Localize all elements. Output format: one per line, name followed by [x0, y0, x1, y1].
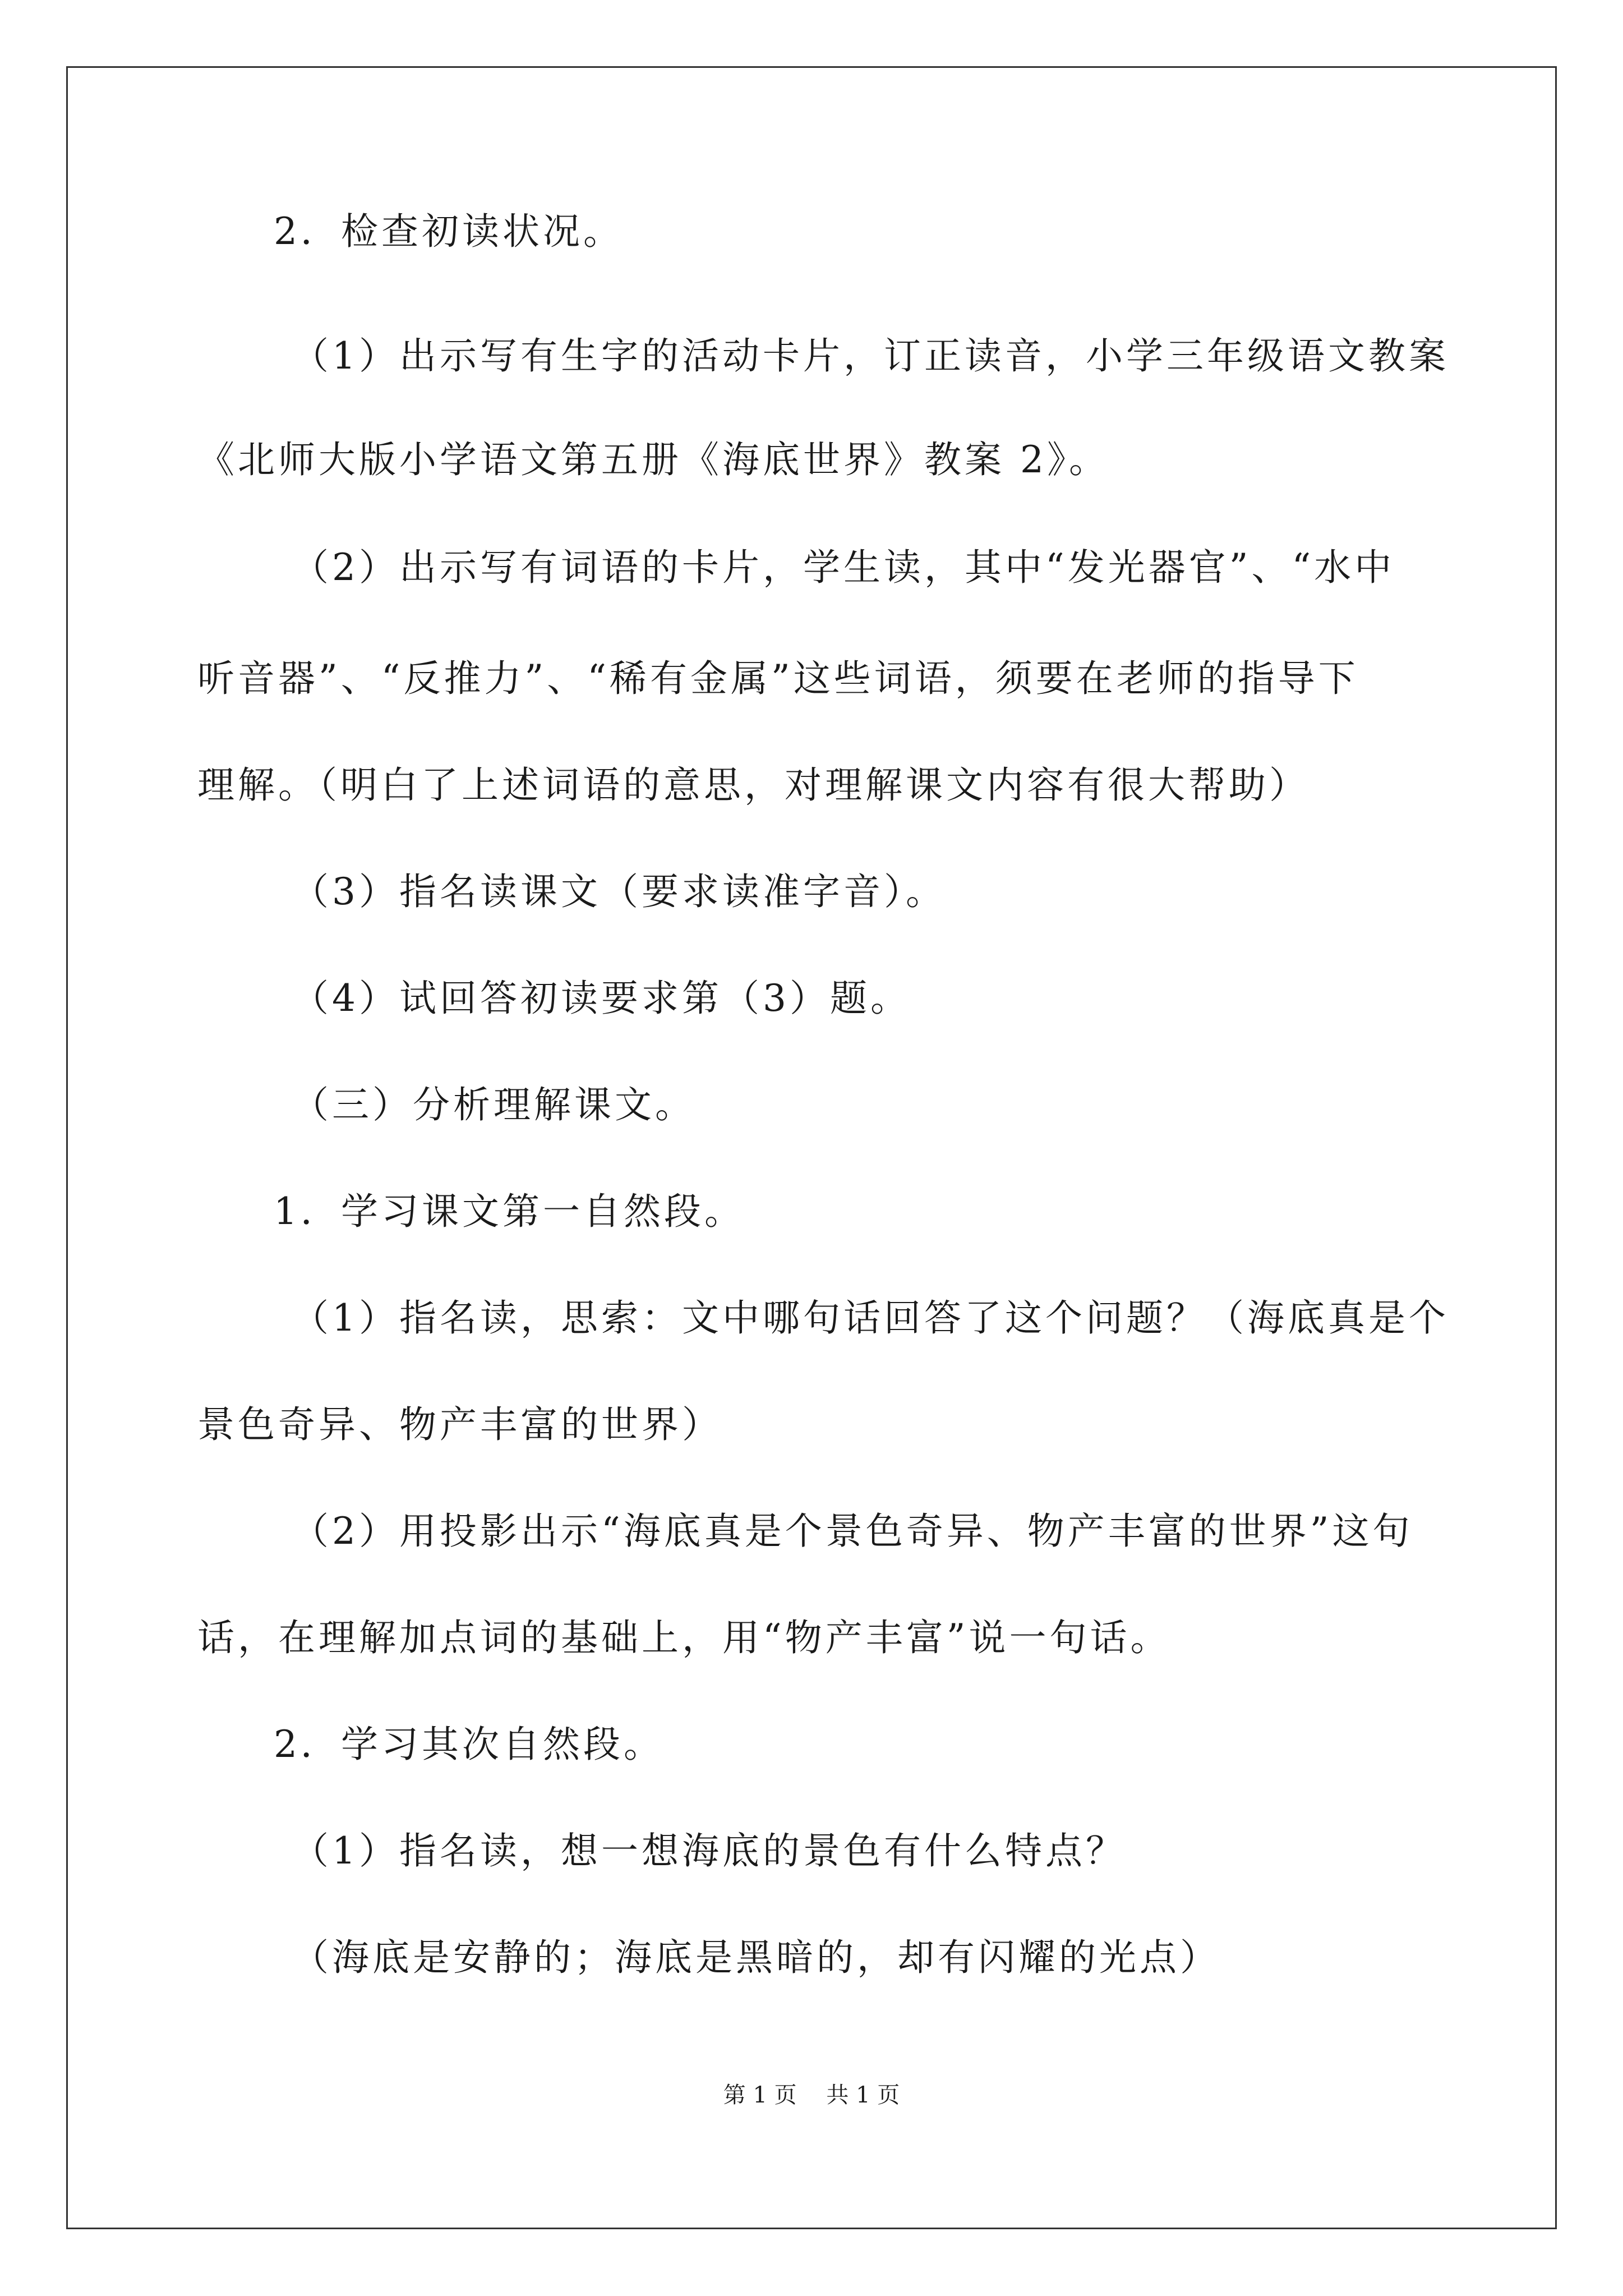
page-footer	[0, 2081, 1623, 2109]
text-line: （4）试回答初读要求第（3）题。	[292, 977, 911, 1020]
text-line: （1）指名读，想一想海底的景色有什么特点？	[292, 1829, 1126, 1872]
text-line: 话，在理解加点词的基础上，用“物产丰富”说一句话。	[197, 1616, 1171, 1659]
page-number: 第 1 页	[723, 2082, 797, 2108]
text-line: （三）分析理解课文。	[292, 1083, 695, 1126]
text-line: 听音器”、“反推力”、“稀有金属”这些词语，须要在老师的指导下	[197, 657, 1359, 700]
text-line: （海底是安静的；海底是黑暗的，却有闪耀的光点）	[292, 1936, 1220, 1979]
text-line: 2．检查初读状况。	[274, 210, 624, 253]
text-line: 景色奇异、物产丰富的世界）	[197, 1403, 722, 1446]
text-line: 理解。（明白了上述词语的意思，对理解课文内容有很大帮助）	[197, 763, 1310, 807]
text-line: （3）指名读课文（要求读准字音）。	[292, 870, 946, 913]
page-border	[66, 66, 1557, 2229]
text-line: （1）出示写有生字的活动卡片，订正读音，小学三年级语文教案	[292, 334, 1449, 378]
text-line: （2）出示写有词语的卡片，学生读，其中“发光器官”、“水中	[292, 546, 1395, 589]
text-line: 《北师大版小学语文第五册《海底世界》教案 2》。	[197, 438, 1109, 481]
text-line: 1．学习课文第一自然段。	[274, 1190, 745, 1233]
page-total: 共 1 页	[826, 2082, 900, 2108]
text-line: （2）用投影出示“海底真是个景色奇异、物产丰富的世界”这句	[292, 1510, 1413, 1553]
text-line: （1）指名读，思索：文中哪句话回答了这个问题？（海底真是个	[292, 1296, 1449, 1340]
text-line: 2．学习其次自然段。	[274, 1723, 664, 1766]
